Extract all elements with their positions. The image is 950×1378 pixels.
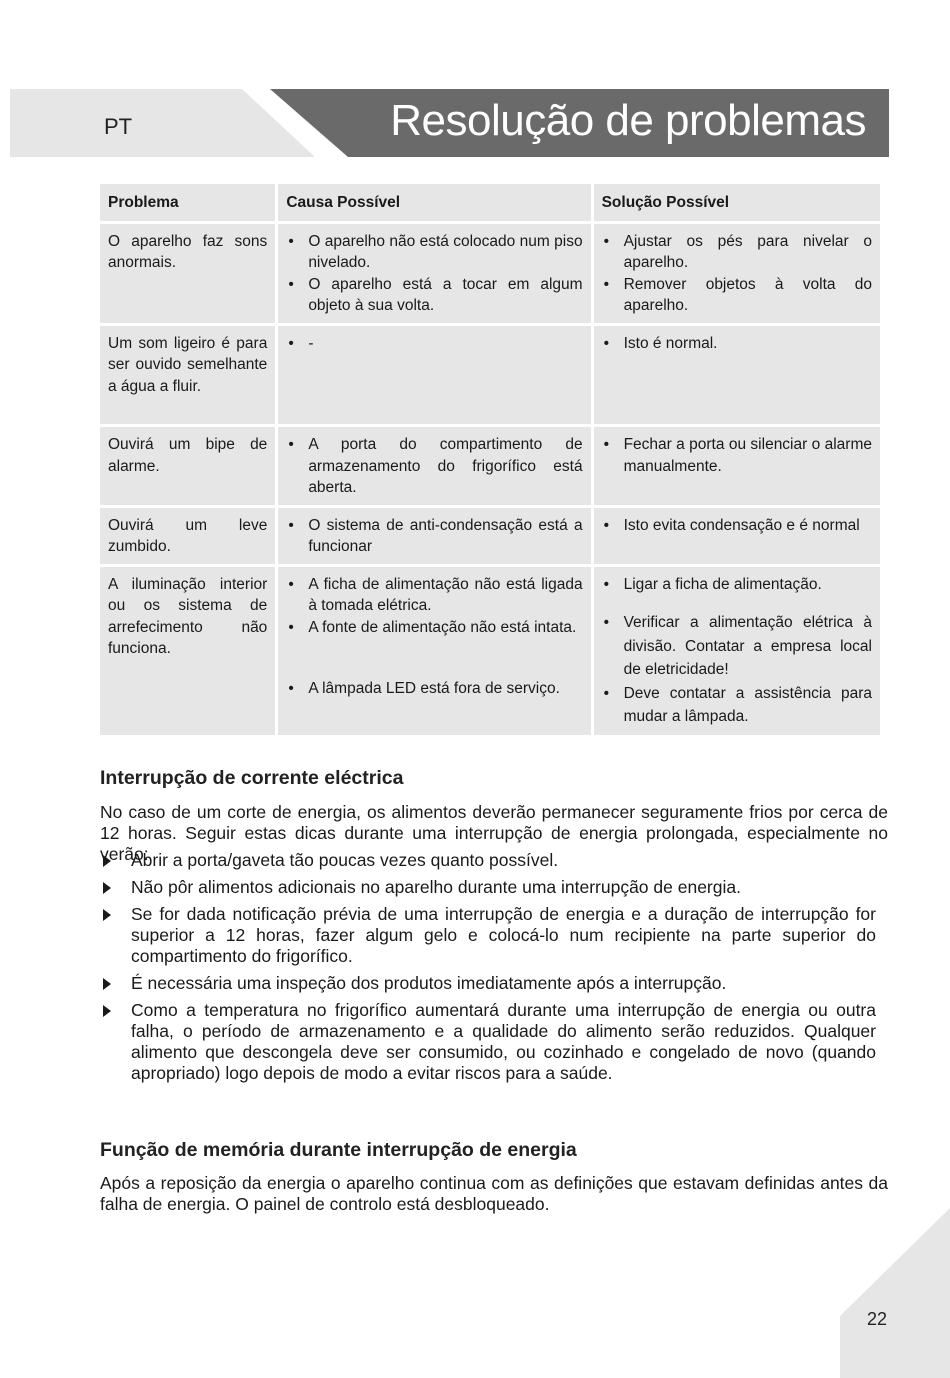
solution-item: • Isto evita condensação e é normal — [602, 515, 872, 537]
solution-item: • Ajustar os pés para nivelar o aparelho. — [602, 231, 872, 274]
problem-cell: O aparelho faz sons anormais. — [100, 224, 275, 323]
table-row — [100, 427, 880, 505]
solution-cell — [594, 326, 880, 425]
table-row — [100, 326, 880, 425]
language-label: PT — [104, 114, 133, 139]
solution-cell — [594, 427, 880, 505]
corner-decoration — [840, 1208, 950, 1378]
list-item — [100, 877, 876, 898]
problem-cell: Ouvirá um leve zumbido. — [100, 508, 275, 564]
troubleshooting-table — [97, 181, 883, 738]
power-outage-list — [100, 850, 876, 1090]
power-outage-intro: No caso de um corte de energia, os alimentos deverão permanecer seguramente frios por cerca de 12 horas. Seguir estas dicas durante uma interrupção de energia prolongada, especialmente no verão: — [100, 802, 888, 864]
solution-item: • Ligar a ficha de alimentação. — [602, 574, 872, 596]
arrow-right-icon — [103, 909, 111, 921]
table-row — [100, 508, 880, 564]
memory-title: Função de memória durante interrupção de energia — [100, 1139, 577, 1161]
cause-cell — [278, 427, 590, 505]
cause-item: • - — [286, 333, 582, 355]
cause-item: • A porta do compartimento de armazenamento do frigorífico está aberta. — [286, 434, 582, 499]
problem-text: Um som ligeiro é para ser ouvido semelhante a água a fluir. — [108, 334, 268, 395]
cause-item: • A fonte de alimentação não está intata. — [286, 617, 582, 639]
problem-cell — [100, 326, 275, 425]
cause-item: • A lâmpada LED está fora de serviço. — [286, 678, 582, 700]
cause-item: • O aparelho está a tocar em algum objeto à sua volta. — [286, 274, 582, 317]
list-item-text: Como a temperatura no frigorífico aumentará durante uma interrupção de energia ou outra falha, o período de armazenamento e a qualidade do alimento serão reduzidos. Qualquer alimento que descongela deve ser consumido, ou cozinhado e congelado de novo (quando apropriado) logo depois de modo a evitar riscos para a saúde. — [131, 1000, 876, 1083]
power-outage-title: Interrupção de corrente eléctrica — [100, 767, 404, 789]
header-left-tab — [10, 89, 315, 157]
memory-text: Após a reposição da energia o aparelho continua com as definições que estavam definidas antes da falha de energia. O painel de controlo está desbloqueado. — [100, 1173, 888, 1214]
list-item-text: Não pôr alimentos adicionais no aparelho durante uma interrupção de energia. — [131, 877, 741, 897]
solution-item: • Verificar a alimentação elétrica à divisão. Contatar a empresa local de eletricidade! — [602, 611, 872, 682]
solution-cell — [594, 508, 880, 564]
list-item-text: Se for dada notificação prévia de uma interrupção de energia e a duração de interrupção for superior a 12 horas, fazer algum gelo e colocá-lo num recipiente na parte superior do compartimento do frigorífico. — [131, 904, 876, 966]
page-number: 22 — [867, 1309, 888, 1329]
table-row — [100, 224, 880, 323]
problem-cell: A iluminação interior ou os sistema de arrefecimento não funciona. — [100, 567, 275, 735]
header-cause: Causa Possível — [278, 184, 590, 221]
solution-cell — [594, 224, 880, 323]
solution-item: • Deve contatar a assistência para mudar a lâmpada. — [602, 682, 872, 729]
solution-item: • Remover objetos à volta do aparelho. — [602, 274, 872, 317]
solution-item: • Fechar a porta ou silenciar o alarme manualmente. — [602, 434, 872, 477]
table-row — [100, 567, 880, 735]
list-item-text: É necessária uma inspeção dos produtos imediatamente após a interrupção. — [131, 973, 727, 993]
list-item — [100, 904, 876, 967]
table-header-row — [100, 184, 880, 221]
problem-cell: Ouvirá um bipe de alarme. — [100, 427, 275, 505]
cause-cell — [278, 508, 590, 564]
solution-item: • Isto é normal. — [602, 333, 872, 355]
list-item — [100, 850, 876, 871]
cause-item: • O sistema de anti-condensação está a funcionar — [286, 515, 582, 558]
arrow-right-icon — [103, 978, 111, 990]
solution-cell — [594, 567, 880, 735]
cause-cell — [278, 567, 590, 735]
arrow-right-icon — [103, 1005, 111, 1017]
cause-item: • A ficha de alimentação não está ligada à tomada elétrica. — [286, 574, 582, 617]
list-item — [100, 1000, 876, 1084]
header-solution: Solução Possível — [594, 184, 880, 221]
list-item-text: Abrir a porta/gaveta tão poucas vezes quanto possível. — [131, 850, 559, 870]
cause-cell — [278, 326, 590, 425]
cause-cell — [278, 224, 590, 323]
arrow-right-icon — [103, 855, 111, 867]
arrow-right-icon — [103, 882, 111, 894]
header-problem: Problema — [100, 184, 275, 221]
page-title: Resolução de problemas — [390, 96, 866, 145]
cause-item: • O aparelho não está colocado num piso nivelado. — [286, 231, 582, 274]
list-item — [100, 973, 876, 994]
